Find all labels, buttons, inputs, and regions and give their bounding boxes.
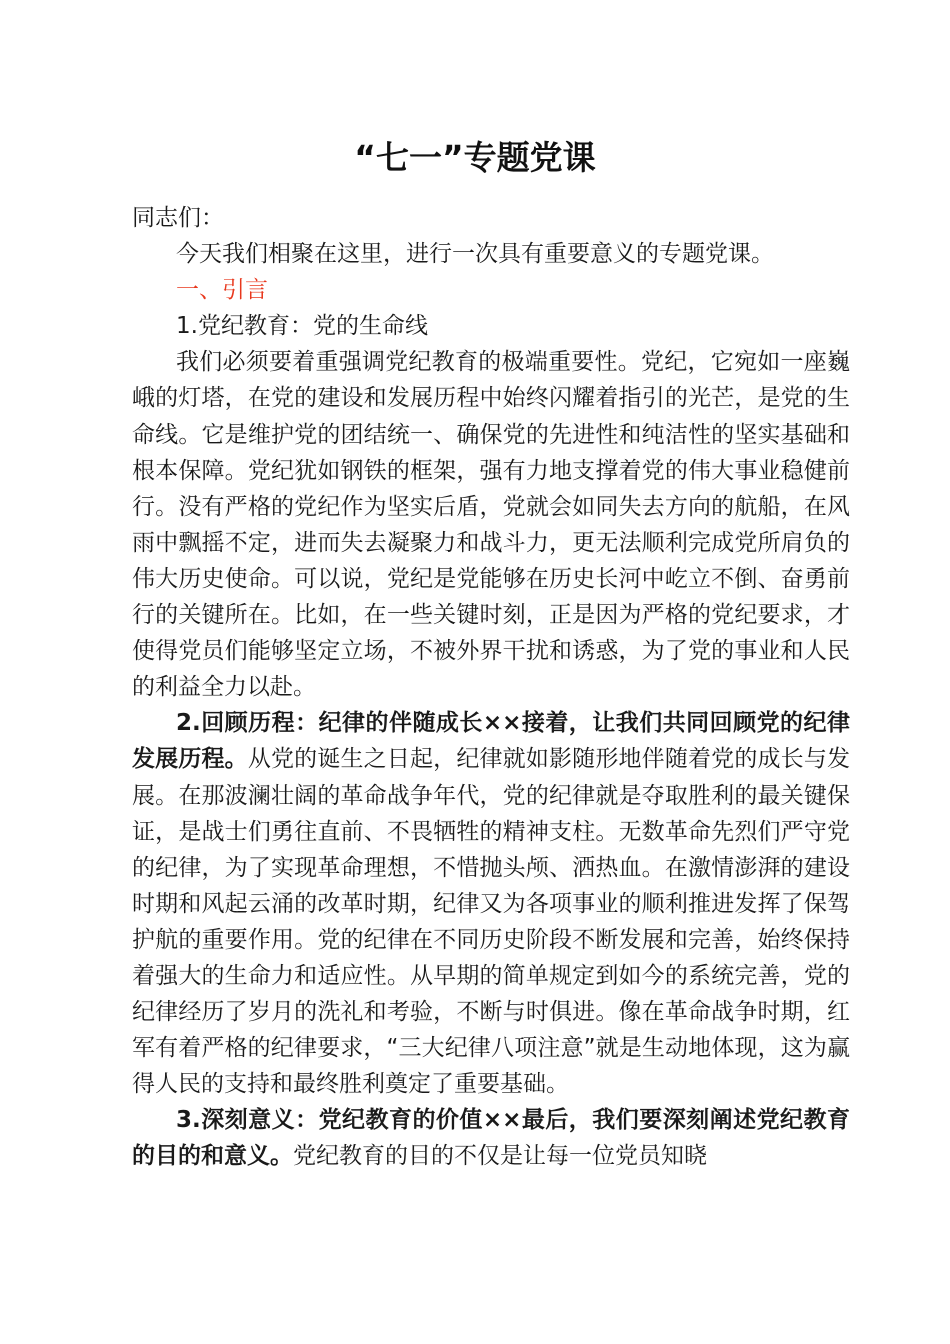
section-heading: 一、引言 — [176, 277, 268, 304]
paragraph-2-lead: 2.回顾历程：纪律的伴随成长××接着，让我们共同回顾党的纪律发展历程。 — [132, 710, 850, 773]
greeting: 同志们： — [132, 205, 224, 231]
paragraph-3-lead: 3.深刻意义：党纪教育的价值××最后，我们要深刻阐述党纪教育的目的和意义。 — [132, 1107, 850, 1170]
paragraph-3 — [132, 1102, 850, 1174]
document-title: “七一”专题党课 — [354, 138, 596, 177]
paragraph-2 — [132, 705, 850, 1102]
paragraph-2-text: 从党的诞生之日起，纪律就如影随形地伴随着党的成长与发展。在那波澜壮阔的革命战争年代，党的纪律就是夺取胜利的最关键保证，是战士们勇往直前、不畏牺牲的精神支柱。无数革命先烈们严守党的纪律，为了实现革命理想，不惜抛头颅、洒热血。在激情澎湃的建设时期和风起云涌的改革时期，纪律又为各项事业的顺利推进发挥了保驾护航的重要作用。党的纪律在不同历史阶段不断发展和完善，始终保持着强大的生命力和适应性。从早期的简单规定到如今的系统完善，党的纪律经历了岁月的洗礼和考验，不断与时俱进。像在革命战争时期，红军有着严格的纪律要求，“三大纪律八项注意”就是生动地体现，这为赢得人民的支持和最终胜利奠定了重要基础。 — [132, 746, 851, 1098]
intro-paragraph: 今天我们相聚在这里，进行一次具有重要意义的专题党课。 — [176, 241, 774, 268]
paragraph-3-text: 党纪教育的目的不仅是让每一位党员知晓 — [293, 1143, 707, 1170]
subsection-heading: 1.党纪教育：党的生命线 — [176, 313, 428, 340]
document-body — [132, 200, 850, 1175]
paragraph-1: 我们必须要着重强调党纪教育的极端重要性。党纪，它宛如一座巍峨的灯塔，在党的建设和发展历程中始终闪耀着指引的光芒，是党的生命线。它是维护党的团结统一、确保党的先进性和纯洁性的坚实基础和根本保障。党纪犹如钢铁的框架，强有力地支撑着党的伟大事业稳健前行。没有严格的党纪作为坚实后盾，党就会如同失去方向的航船，在风雨中飘摇不定，进而失去凝聚力和战斗力，更无法顺利完成党所肩负的伟大历史使命。可以说，党纪是党能够在历史长河中屹立不倒、奋勇前行的关键所在。比如，在一些关键时刻，正是因为严格的党纪要求，才使得党员们能够坚定立场，不被外界干扰和诱惑，为了党的事业和人民的利益全力以赴。 — [132, 349, 850, 701]
